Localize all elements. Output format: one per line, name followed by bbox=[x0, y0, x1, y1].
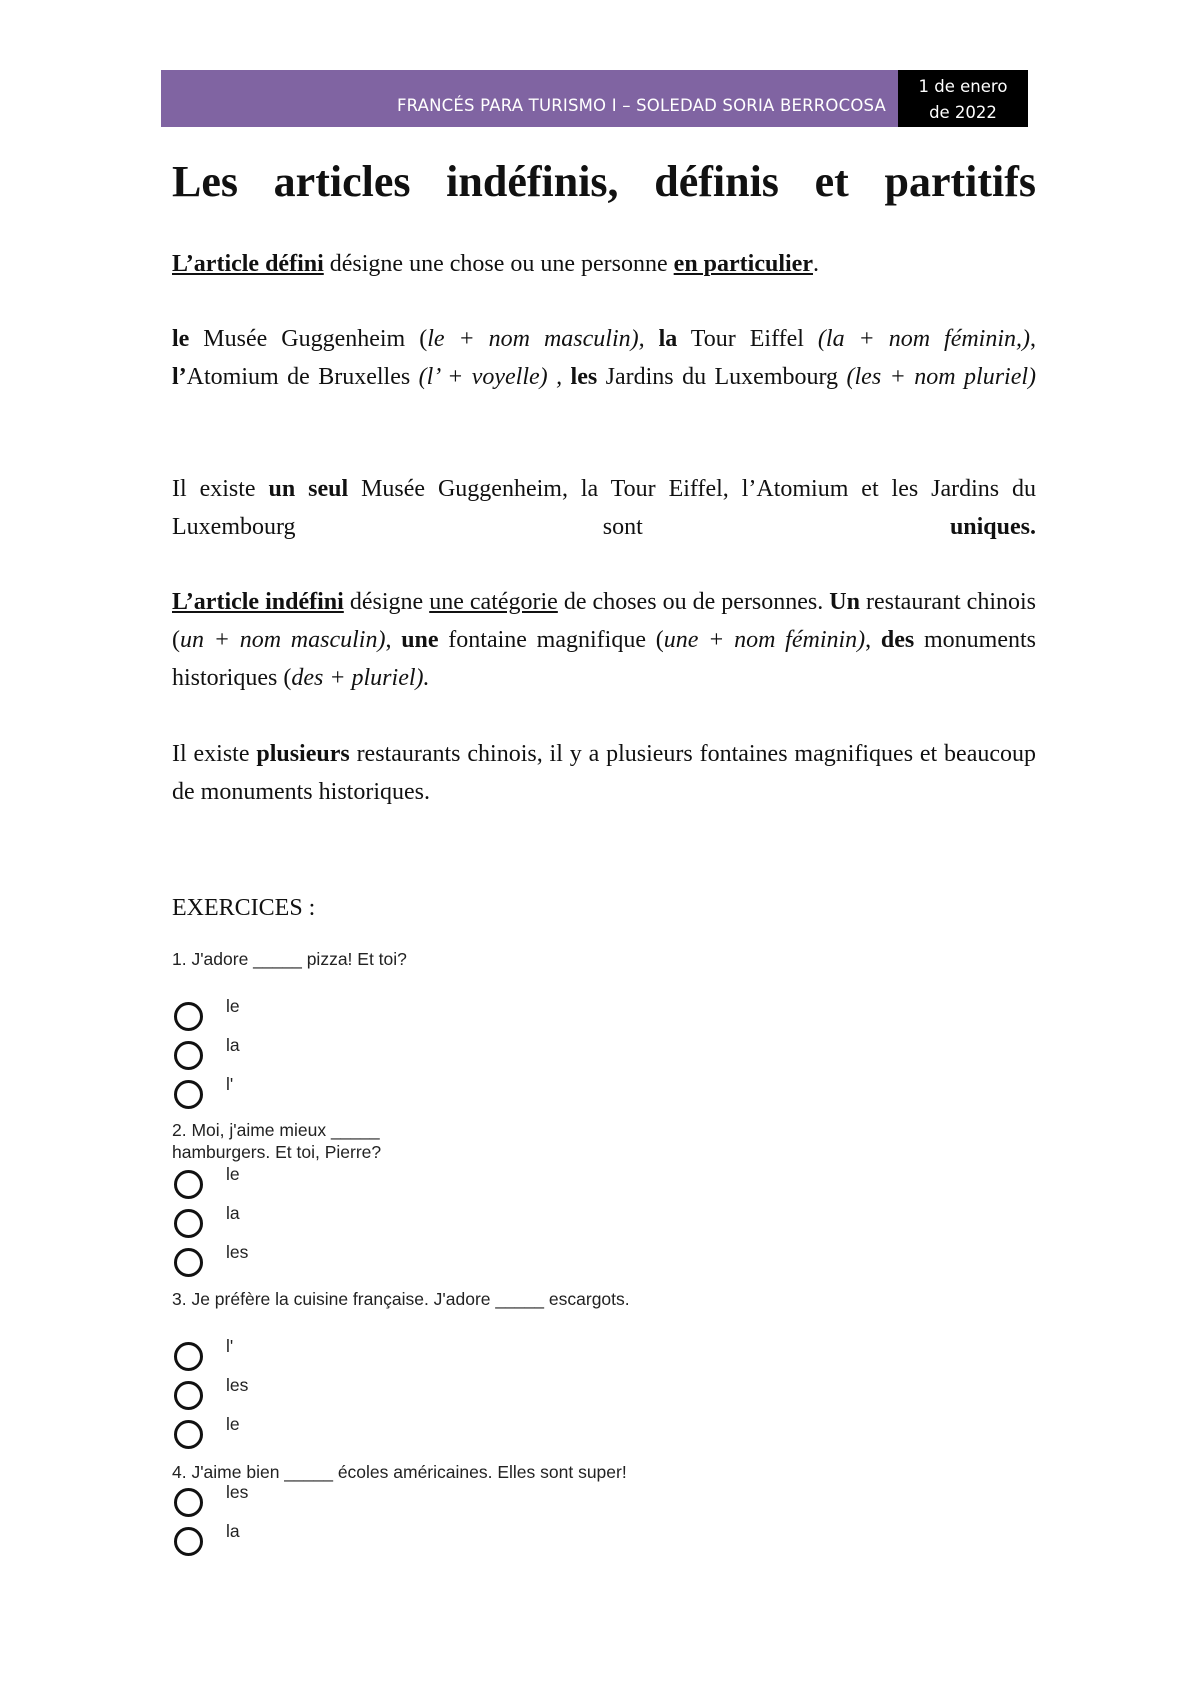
option-label: les bbox=[226, 1242, 249, 1262]
option-label: l' bbox=[226, 1074, 234, 1094]
option-label: la bbox=[226, 1521, 240, 1541]
radio-button[interactable] bbox=[174, 1420, 203, 1449]
header-bar bbox=[161, 70, 898, 127]
question-2: 2. Moi, j'aime mieux _____ hamburgers. Et toi, Pierre? bbox=[172, 1120, 382, 1162]
indefini-term: L’article indéfini bbox=[172, 589, 344, 615]
option-label: le bbox=[226, 1164, 240, 1184]
radio-button[interactable] bbox=[174, 1080, 203, 1109]
radio-button[interactable] bbox=[174, 1209, 203, 1238]
radio-button[interactable] bbox=[174, 1527, 203, 1556]
header-date bbox=[898, 70, 1028, 127]
option-label: le bbox=[226, 996, 240, 1016]
course-title: FRANCÉS PARA TURISMO I – SOLEDAD SORIA BERROCOSA bbox=[396, 96, 886, 115]
defini-term: L’article défini bbox=[172, 251, 324, 277]
exercises-heading: EXERCICES : bbox=[172, 895, 316, 921]
date-line-1: 1 de enero bbox=[918, 77, 1008, 96]
indefini-paragraph: L’article indéfini désigne une catégorie de choses ou de personnes. Un restaurant chinois (un + nom masculin), une fontaine magnifique (une + nom féminin), des monuments historiques (des + pluriel). bbox=[172, 589, 1036, 691]
page-title: Les articles indéfinis, définis et partitifs bbox=[172, 157, 1036, 206]
radio-button[interactable] bbox=[174, 1248, 203, 1277]
radio-button[interactable] bbox=[174, 1002, 203, 1031]
defini-examples: le Musée Guggenheim (le + nom masculin), la Tour Eiffel (la + nom féminin,), l’Atomium de Bruxelles (l’ + voyelle) , les Jardins du Luxembourg (les + nom pluriel) bbox=[172, 326, 1037, 390]
radio-button[interactable] bbox=[174, 1041, 203, 1070]
option-label: la bbox=[226, 1035, 240, 1055]
question-3: 3. Je préfère la cuisine française. J'adore _____ escargots. bbox=[172, 1289, 630, 1309]
question-4: 4. J'aime bien _____ écoles américaines. Elles sont super! bbox=[172, 1462, 627, 1482]
question-1: 1. J'adore _____ pizza! Et toi? bbox=[172, 949, 407, 969]
plusieurs-paragraph: Il existe plusieurs restaurants chinois, il y a plusieurs fontaines magnifiques et beaucoup de monuments historiques. bbox=[172, 741, 1037, 805]
defini-definition: L’article défini désigne une chose ou une personne en particulier. bbox=[172, 251, 819, 277]
radio-button[interactable] bbox=[174, 1381, 203, 1410]
radio-button[interactable] bbox=[174, 1488, 203, 1517]
option-label: les bbox=[226, 1482, 249, 1502]
option-label: les bbox=[226, 1375, 249, 1395]
radio-button[interactable] bbox=[174, 1170, 203, 1199]
radio-button[interactable] bbox=[174, 1342, 203, 1371]
option-label: la bbox=[226, 1203, 240, 1223]
date-line-2: de 2022 bbox=[929, 103, 997, 122]
defini-emphasis: en particulier bbox=[673, 251, 813, 277]
option-label: l' bbox=[226, 1336, 234, 1356]
unique-paragraph: Il existe un seul Musée Guggenheim, la Tour Eiffel, l’Atomium et les Jardins du Luxembourg sont uniques. bbox=[172, 476, 1037, 540]
option-label: le bbox=[226, 1414, 240, 1434]
